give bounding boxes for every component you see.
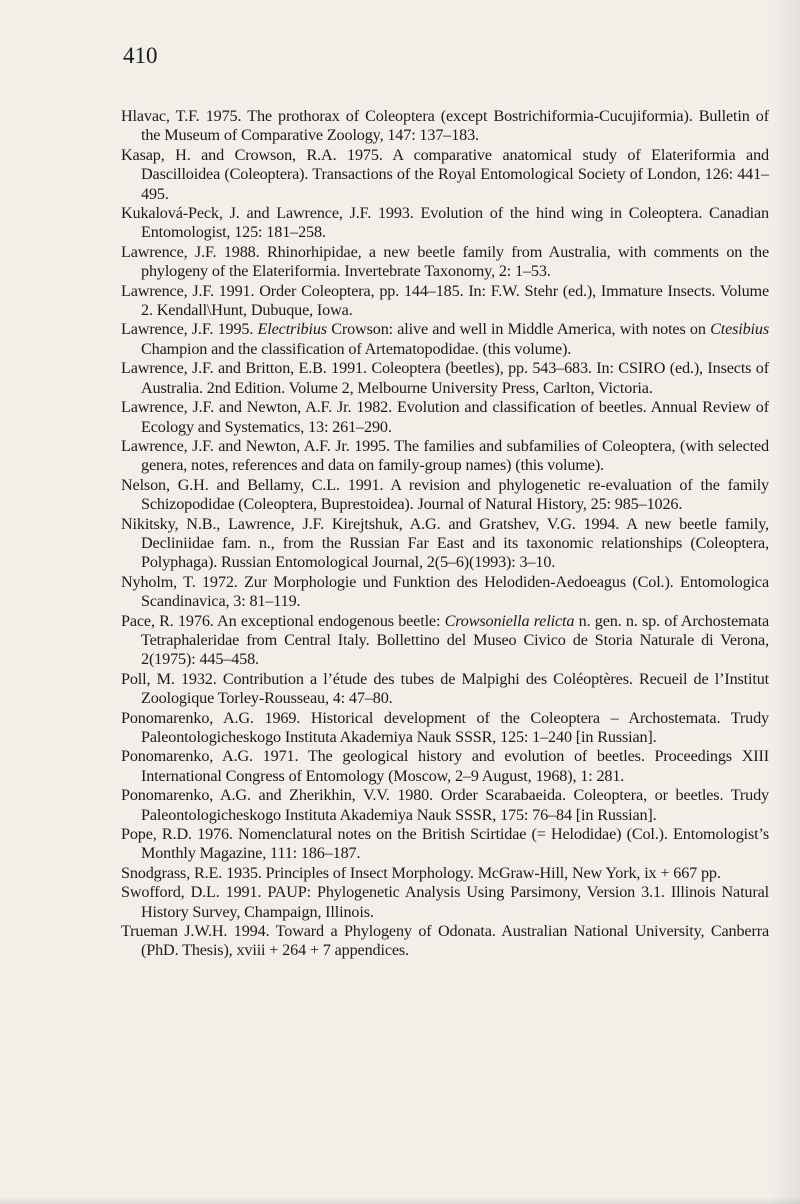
reference-kasap-crowson-1975: Kasap, H. and Crowson, R.A. 1975. A comparative anatomical study of Elateriformia and Dascilloidea (Coleoptera). Transactions of the Royal Entomological Society of London, 126: 441–495. <box>121 145 769 203</box>
taxon-name: Electribius <box>257 320 327 339</box>
reference-text: Crowson: alive and well in Middle America, with notes on <box>326 320 711 339</box>
reference-kukalova-peck-lawrence-1993: Kukalová-Peck, J. and Lawrence, J.F. 1993. Evolution of the hind wing in Coleoptera. Canadian Entomologist, 125: 181–258. <box>121 204 769 242</box>
reference-lawrence-1995 <box>121 320 769 359</box>
reference-pace-1976 <box>121 612 769 670</box>
reference-nikitsky-1994: Nikitsky, N.B., Lawrence, J.F. Kirejtshuk, A.G. and Gratshev, V.G. 1994. A new beetle family, Decliniidae fam. n., from the Russian Far East and its taxonomic relationships (Coleoptera, Polyphaga). Russian Entomological Journal, 2(5–6)(1993): 3–10. <box>121 514 769 572</box>
reference-hlavac-1975: Hlavac, T.F. 1975. The prothorax of Coleoptera (except Bostrichiformia-Cucujiformia). Bulletin of the Museum of Comparative Zoology, 147: 137–183. <box>121 107 769 145</box>
reference-ponomarenko-1969: Ponomarenko, A.G. 1969. Historical development of the Coleoptera – Archostemata. Trudy Paleontologicheskogo Instituta Akademiya Nauk SSSR, 125: 1–240 [in Russian]. <box>121 708 769 746</box>
taxon-name: Ctesibius <box>710 320 769 339</box>
reference-trueman-1994: Trueman J.W.H. 1994. Toward a Phylogeny of Odonata. Australian National University, Canberra (PhD. Thesis), xviii + 264 + 7 appendices. <box>121 922 769 960</box>
reference-lawrence-1991: Lawrence, J.F. 1991. Order Coleoptera, pp. 144–185. In: F.W. Stehr (ed.), Immature Insects. Volume 2. Kendall\Hunt, Dubuque, Iowa. <box>121 281 769 320</box>
reference-nelson-bellamy-1991: Nelson, G.H. and Bellamy, C.L. 1991. A revision and phylogenetic re-evaluation of the family Schizopodidae (Coleoptera, Buprestoidea). Journal of Natural History, 25: 985–1026. <box>121 475 769 514</box>
reference-text: Lawrence, J.F. 1995. <box>121 320 258 339</box>
reference-text: n. gen. n. sp. of Archostemata Tetraphaleridae from Central Italy. Bollettino del Museo Civico de Storia Naturale di Verona, 2(1975): 445–458. <box>141 611 769 669</box>
reference-ponomarenko-1971: Ponomarenko, A.G. 1971. The geological history and evolution of beetles. Proceedings XIII International Congress of Entomology (Moscow, 2–9 August, 1968), 1: 281. <box>121 747 769 785</box>
reference-swofford-1991: Swofford, D.L. 1991. PAUP: Phylogenetic Analysis Using Parsimony, Version 3.1. Illinois Natural History Survey, Champaign, Illinois. <box>121 883 769 921</box>
taxon-name: Crowsoniella relicta <box>444 611 575 630</box>
reference-text: Pace, R. 1976. An exceptional endogenous beetle: <box>121 611 445 630</box>
reference-ponomarenko-zherikhin-1980: Ponomarenko, A.G. and Zherikhin, V.V. 1980. Order Scarabaeida. Coleoptera, or beetles. Trudy Paleontologicheskogo Instituta Akademiya Nauk SSSR, 175: 76–84 [in Russian]. <box>121 786 769 824</box>
reference-list <box>121 107 769 961</box>
reference-text: Champion and the classification of Artematopodidae. (this volume). <box>141 339 572 358</box>
reference-lawrence-1988: Lawrence, J.F. 1988. Rhinorhipidae, a new beetle family from Australia, with comments on the phylogeny of the Elateriformia. Invertebrate Taxonomy, 2: 1–53. <box>121 242 769 281</box>
reference-lawrence-newton-1995: Lawrence, J.F. and Newton, A.F. Jr. 1995. The families and subfamilies of Coleoptera, (with selected genera, notes, references and data on family-group names) (this volume). <box>121 436 769 475</box>
reference-lawrence-britton-1991: Lawrence, J.F. and Britton, E.B. 1991. Coleoptera (beetles), pp. 543–683. In: CSIRO (ed.), Insects of Australia. 2nd Edition. Volume 2, Melbourne University Press, Carlton, Victoria. <box>121 359 769 397</box>
reference-nyholm-1972: Nyholm, T. 1972. Zur Morphologie und Funktion des Helodiden-Aedoeagus (Col.). Entomologica Scandinavica, 3: 81–119. <box>121 572 769 611</box>
page-number: 410 <box>123 43 158 68</box>
page-edge-shadow <box>770 0 800 1204</box>
reference-snodgrass-1935: Snodgrass, R.E. 1935. Principles of Insect Morphology. McGraw-Hill, New York, ix + 667 pp. <box>121 863 721 882</box>
page-bottom-edge <box>0 1196 800 1204</box>
reference-poll-1932: Poll, M. 1932. Contribution a l’étude des tubes de Malpighi des Coléoptères. Recueil de l’Institut Zoologique Torley-Rousseau, 4: 47–80. <box>121 669 769 708</box>
reference-pope-1976: Pope, R.D. 1976. Nomenclatural notes on the British Scirtidae (= Helodidae) (Col.). Entomologist’s Monthly Magazine, 111: 186–187. <box>121 825 769 863</box>
reference-lawrence-newton-1982: Lawrence, J.F. and Newton, A.F. Jr. 1982. Evolution and classification of beetles. Annual Review of Ecology and Systematics, 13: 261–290. <box>121 398 769 436</box>
